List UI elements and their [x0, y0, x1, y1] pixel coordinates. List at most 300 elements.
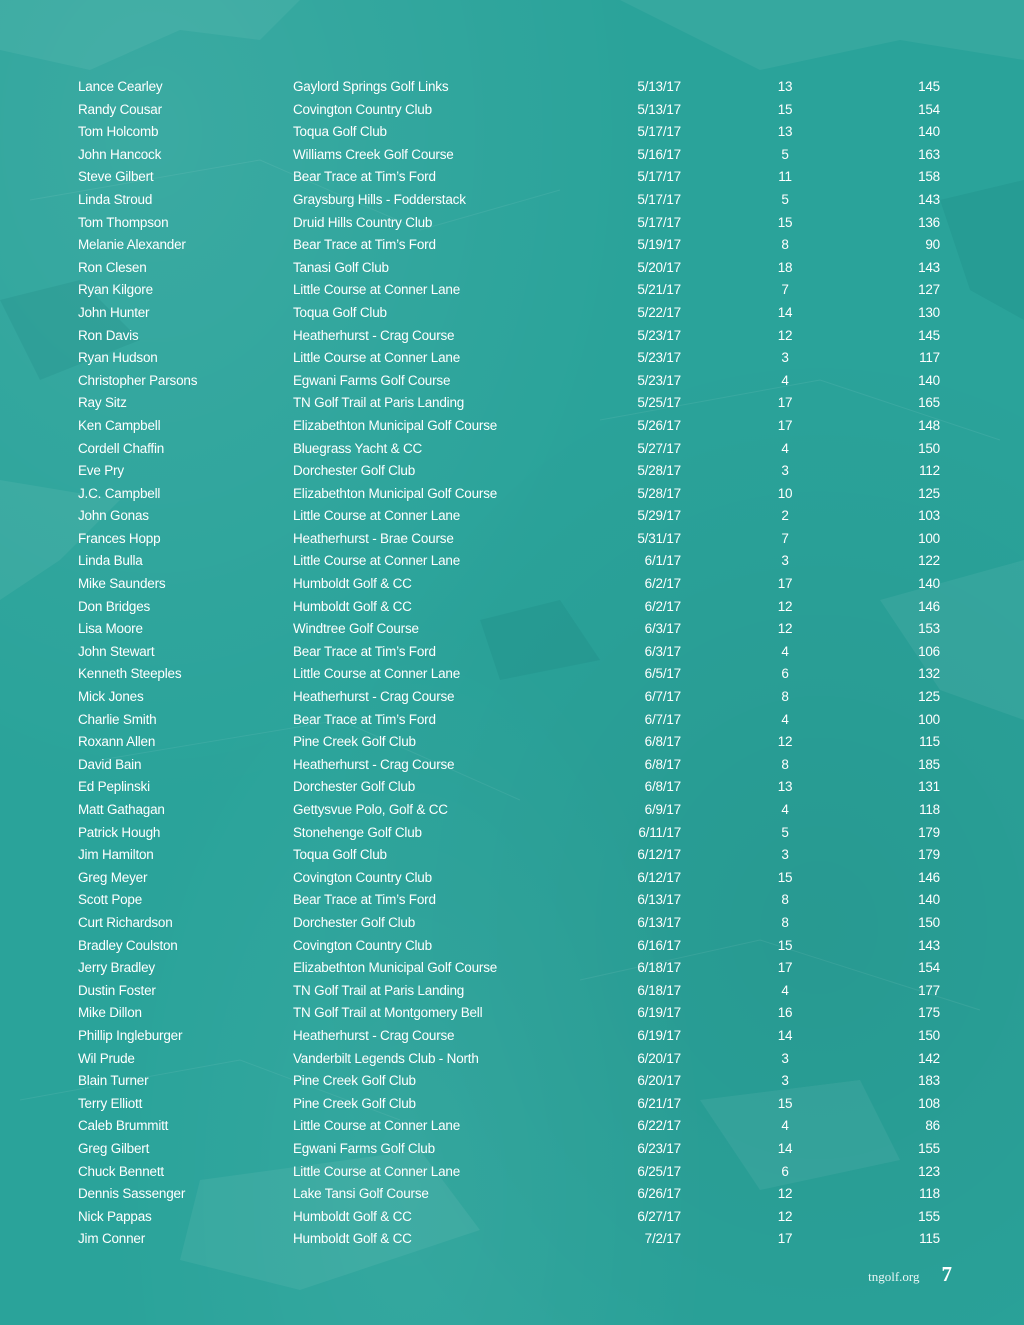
hole-number: 15	[777, 214, 793, 230]
golfer-name: Don Bridges	[78, 598, 151, 614]
yardage: 143	[918, 259, 940, 275]
date: 6/21/17	[637, 1095, 681, 1111]
course-name: Little Course at Conner Lane	[293, 553, 461, 569]
yardage: 131	[918, 779, 940, 795]
yardage: 146	[918, 869, 940, 885]
hole-number: 12	[777, 1208, 793, 1224]
table-row	[0, 754, 1024, 777]
course-name: Heatherhurst - Crag Course	[293, 1027, 455, 1043]
yardage: 115	[919, 734, 940, 750]
hole-number: 2	[781, 508, 789, 524]
yardage: 150	[918, 1027, 940, 1043]
yardage: 158	[918, 169, 940, 185]
course-name: Lake Tansi Golf Course	[293, 1186, 429, 1202]
table-row	[0, 1115, 1024, 1138]
table-row	[0, 935, 1024, 958]
table-row	[0, 76, 1024, 99]
table-row	[0, 415, 1024, 438]
golfer-name: Charlie Smith	[78, 711, 157, 727]
date: 5/19/17	[637, 237, 681, 253]
golfer-name: Lance Cearley	[78, 79, 163, 94]
date: 5/26/17	[637, 417, 681, 433]
golfer-name: Ron Clesen	[78, 259, 147, 275]
course-name: Little Course at Conner Lane	[293, 282, 461, 298]
hole-number: 5	[781, 146, 789, 162]
date: 5/29/17	[637, 508, 681, 524]
hole-number: 15	[777, 937, 793, 953]
golfer-name: John Hunter	[78, 304, 150, 320]
date: 5/28/17	[637, 463, 681, 479]
yardage: 177	[918, 982, 940, 998]
hole-number: 7	[781, 530, 789, 546]
hole-number: 10	[777, 485, 793, 501]
date: 6/13/17	[637, 914, 681, 930]
course-name: Bluegrass Yacht & CC	[293, 440, 423, 456]
date: 6/3/17	[644, 621, 681, 637]
course-name: Toqua Golf Club	[293, 304, 387, 320]
golfer-name: Tom Holcomb	[78, 124, 159, 140]
hole-number: 5	[781, 824, 789, 840]
course-name: Little Course at Conner Lane	[293, 508, 461, 524]
golfer-name: Phillip Ingleburger	[78, 1027, 183, 1043]
course-name: Vanderbilt Legends Club - North	[293, 1050, 479, 1066]
table-row	[0, 302, 1024, 325]
course-name: Elizabethton Municipal Golf Course	[293, 485, 498, 501]
yardage: 100	[918, 711, 940, 727]
course-name: Bear Trace at Tim’s Ford	[293, 711, 436, 727]
golfer-name: Dustin Foster	[78, 982, 156, 998]
hole-number: 4	[781, 711, 789, 727]
hole-number: 3	[781, 350, 789, 366]
hole-number: 17	[777, 576, 793, 592]
yardage: 155	[918, 1208, 940, 1224]
table-row	[0, 1138, 1024, 1161]
hole-number: 17	[777, 1231, 793, 1247]
table-row	[0, 731, 1024, 754]
hole-number: 3	[781, 1073, 789, 1089]
golfer-name: Randy Cousar	[78, 101, 162, 117]
course-name: Gaylord Springs Golf Links	[293, 79, 449, 94]
hole-number: 12	[777, 734, 793, 750]
yardage: 142	[918, 1050, 940, 1066]
date: 6/3/17	[644, 643, 681, 659]
table-row	[0, 189, 1024, 212]
yardage: 117	[919, 350, 940, 366]
table-row	[0, 1206, 1024, 1229]
yardage: 123	[918, 1163, 940, 1179]
yardage: 125	[918, 689, 940, 705]
date: 6/19/17	[637, 1027, 681, 1043]
yardage: 153	[918, 621, 940, 637]
yardage: 154	[918, 101, 940, 117]
hole-number: 3	[781, 463, 789, 479]
yardage: 106	[918, 643, 940, 659]
hole-number: 4	[781, 372, 789, 388]
golfer-name: Jim Hamilton	[78, 847, 154, 863]
course-name: Elizabethton Municipal Golf Course	[293, 960, 498, 976]
hole-number: 15	[777, 101, 793, 117]
hole-number: 4	[781, 1118, 789, 1134]
golfer-name: Ed Peplinski	[78, 779, 150, 795]
golfer-name: Mick Jones	[78, 689, 144, 705]
date: 6/8/17	[644, 756, 681, 772]
table-row	[0, 776, 1024, 799]
golfer-name: David Bain	[78, 756, 142, 772]
yardage: 145	[918, 327, 940, 343]
table-row	[0, 144, 1024, 167]
hole-number: 12	[777, 621, 793, 637]
table-row	[0, 325, 1024, 348]
yardage: 130	[918, 304, 940, 320]
yardage: 155	[918, 1140, 940, 1156]
date: 5/25/17	[637, 395, 681, 411]
course-name: TN Golf Trail at Montgomery Bell	[293, 1005, 483, 1021]
course-name: Egwani Farms Golf Club	[293, 1140, 435, 1156]
hole-number: 4	[781, 440, 789, 456]
table-row	[0, 347, 1024, 370]
date: 6/2/17	[644, 598, 681, 614]
date: 5/13/17	[637, 79, 681, 94]
date: 6/20/17	[637, 1050, 681, 1066]
yardage: 127	[918, 282, 940, 298]
course-name: Elizabethton Municipal Golf Course	[293, 417, 498, 433]
date: 5/20/17	[637, 259, 681, 275]
yardage: 112	[919, 463, 940, 479]
course-name: Tanasi Golf Club	[293, 259, 389, 275]
hole-number: 15	[777, 869, 793, 885]
course-name: Dorchester Golf Club	[293, 779, 416, 795]
golfer-name: Wil Prude	[78, 1050, 135, 1066]
table-row	[0, 867, 1024, 890]
golfer-name: Bradley Coulston	[78, 937, 178, 953]
golfer-name: Lisa Moore	[78, 621, 143, 637]
date: 5/17/17	[637, 124, 681, 140]
table-row	[0, 822, 1024, 845]
hole-number: 17	[777, 395, 793, 411]
golfer-name: J.C. Campbell	[78, 485, 161, 501]
golfer-name: Kenneth Steeples	[78, 666, 182, 682]
date: 6/5/17	[644, 666, 681, 682]
yardage: 175	[918, 1005, 940, 1021]
table-row	[0, 1161, 1024, 1184]
hole-number: 3	[781, 847, 789, 863]
golfer-name: Steve Gilbert	[78, 169, 154, 185]
hole-number: 3	[781, 1050, 789, 1066]
golfer-name: John Stewart	[78, 643, 155, 659]
golfer-name: John Hancock	[78, 146, 162, 162]
yardage: 179	[918, 847, 940, 863]
golfer-name: Greg Meyer	[78, 869, 148, 885]
date: 5/17/17	[637, 214, 681, 230]
course-name: Little Course at Conner Lane	[293, 666, 461, 682]
date: 6/22/17	[637, 1118, 681, 1134]
table-row	[0, 912, 1024, 935]
hole-number: 8	[781, 237, 789, 253]
hole-number: 16	[777, 1005, 793, 1021]
yardage: 118	[919, 1186, 940, 1202]
golfer-name: Linda Stroud	[78, 191, 153, 207]
hole-number: 18	[777, 259, 793, 275]
table-row	[0, 957, 1024, 980]
table-row	[0, 528, 1024, 551]
golfer-name: Terry Elliott	[78, 1095, 143, 1111]
course-name: Graysburg Hills - Fodderstack	[293, 191, 466, 207]
course-name: Pine Creek Golf Club	[293, 1095, 416, 1111]
golfer-name: Mike Saunders	[78, 576, 166, 592]
date: 6/26/17	[637, 1186, 681, 1202]
table-row	[0, 1228, 1024, 1251]
table-row	[0, 550, 1024, 573]
hole-number: 8	[781, 689, 789, 705]
golfer-name: Caleb Brummitt	[78, 1118, 169, 1134]
yardage: 143	[918, 191, 940, 207]
date: 5/17/17	[637, 169, 681, 185]
hole-number: 12	[777, 327, 793, 343]
course-name: Stonehenge Golf Club	[293, 824, 422, 840]
yardage: 150	[918, 914, 940, 930]
date: 6/23/17	[637, 1140, 681, 1156]
course-name: Humboldt Golf & CC	[293, 1231, 412, 1247]
golfer-name: Chuck Bennett	[78, 1163, 164, 1179]
hole-number: 13	[777, 779, 793, 795]
yardage: 148	[918, 417, 940, 433]
course-name: Bear Trace at Tim’s Ford	[293, 643, 436, 659]
table-row	[0, 460, 1024, 483]
date: 5/23/17	[637, 372, 681, 388]
table-row	[0, 844, 1024, 867]
yardage: 136	[918, 214, 940, 230]
page-footer	[868, 1262, 952, 1290]
course-name: Bear Trace at Tim’s Ford	[293, 237, 436, 253]
course-name: TN Golf Trail at Paris Landing	[293, 395, 465, 411]
hole-number: 3	[781, 553, 789, 569]
course-name: Covington Country Club	[293, 869, 432, 885]
date: 6/18/17	[637, 960, 681, 976]
yardage: 145	[918, 79, 940, 94]
hole-number: 6	[781, 666, 789, 682]
course-name: Bear Trace at Tim’s Ford	[293, 892, 436, 908]
date: 5/23/17	[637, 327, 681, 343]
date: 6/7/17	[644, 689, 681, 705]
golfer-name: Cordell Chaffin	[78, 440, 165, 456]
golfer-name: Ron Davis	[78, 327, 139, 343]
yardage: 86	[925, 1118, 940, 1134]
date: 6/19/17	[637, 1005, 681, 1021]
date: 6/11/17	[638, 824, 681, 840]
yardage: 146	[918, 598, 940, 614]
table-row	[0, 709, 1024, 732]
course-name: Druid Hills Country Club	[293, 214, 433, 230]
date: 6/25/17	[637, 1163, 681, 1179]
hole-number: 14	[777, 1027, 793, 1043]
course-name: Heatherhurst - Brae Course	[293, 530, 454, 546]
course-name: Heatherhurst - Crag Course	[293, 689, 455, 705]
golfer-name: Matt Gathagan	[78, 802, 165, 817]
table-row	[0, 980, 1024, 1003]
table-row	[0, 505, 1024, 528]
date: 6/18/17	[637, 982, 681, 998]
hole-number: 4	[781, 643, 789, 659]
hole-number: 11	[778, 169, 792, 185]
date: 6/16/17	[637, 937, 681, 953]
table-row	[0, 99, 1024, 122]
course-name: Toqua Golf Club	[293, 847, 387, 863]
yardage: 103	[918, 508, 940, 524]
yardage: 183	[918, 1073, 940, 1089]
hole-number: 13	[777, 124, 793, 140]
hole-number: 4	[781, 982, 789, 998]
golfer-name: Dennis Sassenger	[78, 1186, 186, 1202]
hole-number: 12	[777, 598, 793, 614]
course-name: Humboldt Golf & CC	[293, 576, 412, 592]
date: 7/2/17	[644, 1231, 681, 1247]
hole-number: 17	[777, 960, 793, 976]
course-name: Dorchester Golf Club	[293, 914, 416, 930]
course-name: Egwani Farms Golf Course	[293, 372, 451, 388]
yardage: 132	[918, 666, 940, 682]
golfer-name: Roxann Allen	[78, 734, 156, 750]
date: 6/2/17	[644, 576, 681, 592]
yardage: 163	[918, 146, 940, 162]
hole-number: 17	[777, 417, 793, 433]
table-row	[0, 257, 1024, 280]
golfer-name: Jim Conner	[78, 1231, 146, 1247]
hole-number: 8	[781, 892, 789, 908]
golfer-name: Scott Pope	[78, 892, 143, 908]
yardage: 125	[918, 485, 940, 501]
table-row	[0, 392, 1024, 415]
table-row	[0, 121, 1024, 144]
golfer-name: Greg Gilbert	[78, 1140, 150, 1156]
course-name: Little Course at Conner Lane	[293, 350, 461, 366]
golfer-name: Ken Campbell	[78, 417, 161, 433]
hole-number: 7	[781, 282, 789, 298]
course-name: TN Golf Trail at Paris Landing	[293, 982, 465, 998]
table-row	[0, 573, 1024, 596]
course-name: Little Course at Conner Lane	[293, 1118, 461, 1134]
date: 6/8/17	[644, 734, 681, 750]
date: 5/13/17	[637, 101, 681, 117]
table-row	[0, 1048, 1024, 1071]
date: 6/8/17	[644, 779, 681, 795]
table-row	[0, 663, 1024, 686]
yardage: 140	[918, 576, 940, 592]
yardage: 150	[918, 440, 940, 456]
golfer-name: Ryan Hudson	[78, 350, 158, 366]
yardage: 140	[918, 372, 940, 388]
table-row	[0, 370, 1024, 393]
date: 5/17/17	[637, 191, 681, 207]
golfer-name: Nick Pappas	[78, 1208, 152, 1224]
course-name: Gettysvue Polo, Golf & CC	[293, 802, 448, 817]
date: 6/7/17	[644, 711, 681, 727]
course-name: Bear Trace at Tim’s Ford	[293, 169, 436, 185]
golfer-name: John Gonas	[78, 508, 149, 524]
table-row	[0, 618, 1024, 641]
date: 5/23/17	[637, 350, 681, 366]
yardage: 118	[919, 802, 940, 817]
hole-number: 14	[777, 1140, 793, 1156]
date: 6/27/17	[637, 1208, 681, 1224]
course-name: Humboldt Golf & CC	[293, 1208, 412, 1224]
yardage: 115	[919, 1231, 940, 1247]
golfer-name: Patrick Hough	[78, 824, 161, 840]
yardage: 90	[925, 237, 940, 253]
table-row	[0, 279, 1024, 302]
table-row	[0, 234, 1024, 257]
hole-number: 8	[781, 756, 789, 772]
table-row	[0, 641, 1024, 664]
golfer-name: Linda Bulla	[78, 553, 143, 569]
date: 5/16/17	[637, 146, 681, 162]
golfer-name: Blain Turner	[78, 1073, 149, 1089]
hole-number: 14	[777, 304, 793, 320]
hole-number: 5	[781, 191, 789, 207]
yardage: 143	[918, 937, 940, 953]
golfer-name: Ryan Kilgore	[78, 282, 153, 298]
yardage: 154	[918, 960, 940, 976]
date: 6/20/17	[637, 1073, 681, 1089]
golfer-name: Tom Thompson	[78, 214, 169, 230]
table-row	[0, 889, 1024, 912]
yardage: 165	[918, 395, 940, 411]
course-name: Little Course at Conner Lane	[293, 1163, 461, 1179]
hole-number: 13	[777, 79, 793, 94]
golfer-name: Ray Sitz	[78, 395, 127, 411]
course-name: Covington Country Club	[293, 101, 432, 117]
website-url[interactable]: tngolf.org	[868, 1269, 920, 1284]
golfer-name: Frances Hopp	[78, 530, 161, 546]
yardage: 122	[918, 553, 940, 569]
table-row	[0, 1093, 1024, 1116]
yardage: 140	[918, 892, 940, 908]
hole-in-one-table	[0, 76, 1024, 1251]
date: 5/31/17	[637, 530, 681, 546]
yardage: 108	[918, 1095, 940, 1111]
date: 6/12/17	[637, 869, 681, 885]
table-row	[0, 438, 1024, 461]
page-number: 7	[941, 1262, 952, 1286]
date: 6/13/17	[637, 892, 681, 908]
table-row	[0, 1183, 1024, 1206]
course-name: Pine Creek Golf Club	[293, 1073, 416, 1089]
table-row	[0, 483, 1024, 506]
date: 6/12/17	[637, 847, 681, 863]
date: 5/27/17	[637, 440, 681, 456]
golfer-name: Mike Dillon	[78, 1005, 142, 1021]
golfer-name: Eve Pry	[78, 463, 124, 479]
hole-number: 4	[781, 802, 789, 817]
course-name: Williams Creek Golf Course	[293, 146, 454, 162]
golfer-name: Jerry Bradley	[78, 960, 155, 976]
course-name: Pine Creek Golf Club	[293, 734, 416, 750]
date: 5/21/17	[637, 282, 681, 298]
yardage: 140	[918, 124, 940, 140]
golfer-name: Curt Richardson	[78, 914, 173, 930]
table-row	[0, 1002, 1024, 1025]
date: 6/9/17	[644, 802, 681, 817]
course-name: Toqua Golf Club	[293, 124, 387, 140]
date: 5/22/17	[637, 304, 681, 320]
course-name: Dorchester Golf Club	[293, 463, 416, 479]
hole-number: 8	[781, 914, 789, 930]
yardage: 179	[918, 824, 940, 840]
table-row	[0, 166, 1024, 189]
table-row	[0, 212, 1024, 235]
course-name: Humboldt Golf & CC	[293, 598, 412, 614]
yardage: 100	[918, 530, 940, 546]
table-row	[0, 1070, 1024, 1093]
